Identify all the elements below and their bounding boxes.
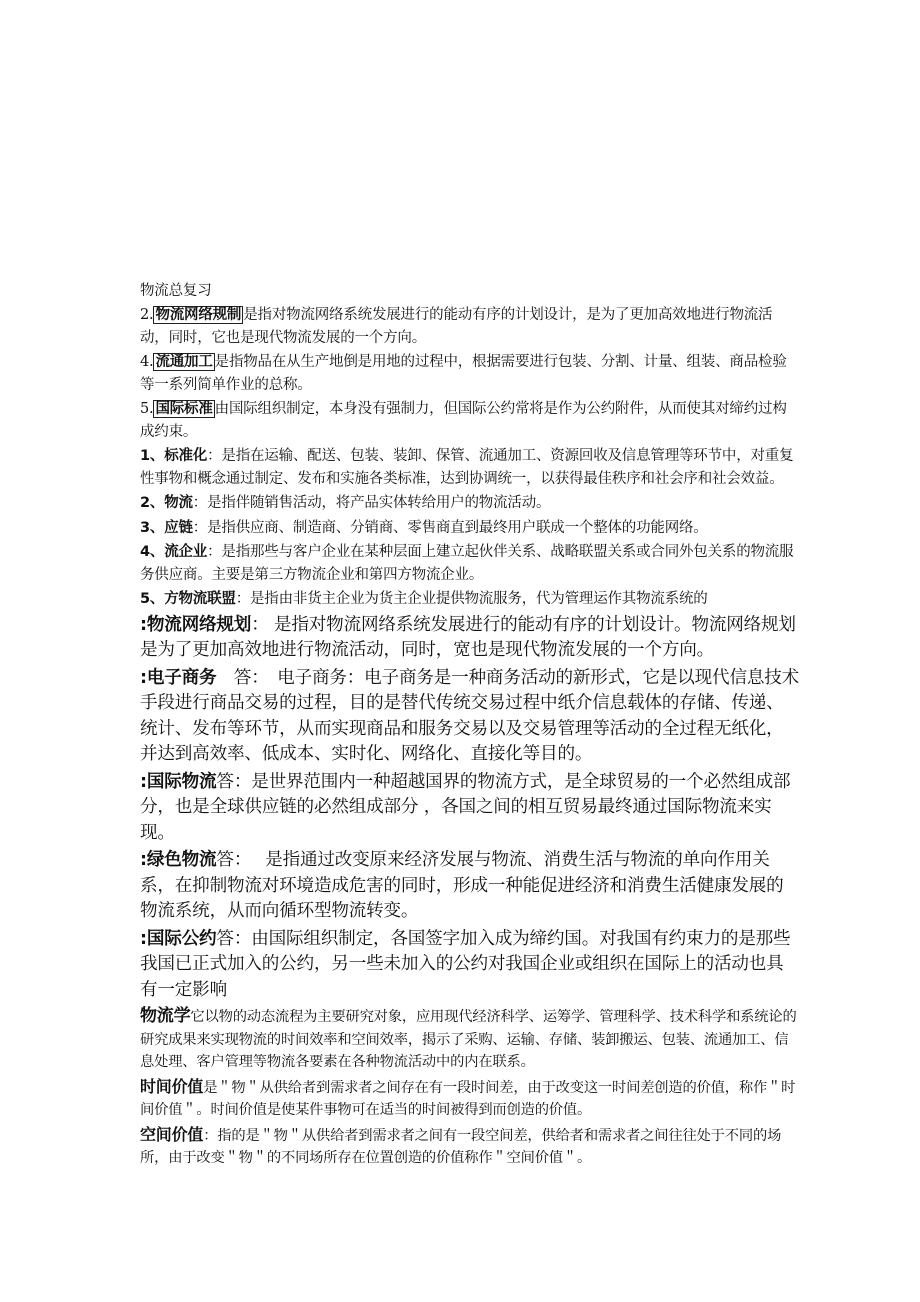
bold-term: :电子商务 <box>140 667 217 688</box>
paragraph-space-value <box>140 1124 800 1170</box>
bold-term: 物流学 <box>140 1006 191 1026</box>
paragraph-logistics-enterprise <box>140 541 800 586</box>
bold-term: :国际公约 <box>140 928 217 949</box>
paragraph-logistics-network-regulation <box>140 304 800 349</box>
item-number: 4. <box>140 354 154 370</box>
definition-text: 答： 电子商务：电子商务是一种商务活动的新形式，它是以现代信息技术手段进行商品交易的过程，目的是替代传统交易过程中纸介信息载体的存储、传递、统计、发布等环节，从而实现商品和服务交易以及交易管理等活动的全过程无纸化，并达到高效率、低成本、实时化、网络化、直接化等目的。 <box>140 667 800 764</box>
definition-text: 它以物的动态流程为主要研究对象，应用现代经济科学、运筹学、管理科学、技术科学和系统论的研究成果来实现物流的时间效率和空间效率，揭示了采购、运输、存储、装卸搬运、包装、流通加工、信息处理、客户管理等物流各要素在各种物流活动中的内在联系。 <box>140 1009 797 1070</box>
document-body <box>140 280 800 1172</box>
paragraph-time-value <box>140 1076 800 1122</box>
paragraph-international-standard <box>140 398 800 443</box>
paragraph-logistics-science <box>140 1005 800 1074</box>
boxed-term: 物流网络规制 <box>155 307 242 323</box>
paragraph-e-commerce <box>140 666 800 768</box>
definition-text: 是指对物流网络系统发展进行的能动有序的计划设计，是为了更加高效地进行物流活动，同时，它也是现代物流发展的一个方向。 <box>140 307 773 346</box>
definition-text: ：是指在运输、配送、包装、装卸、保管、流通加工、资源回收及信息管理等环节中，对重复性事物和概念通过制定、发布和实施各类标准，达到协调统一，以获得最佳秩序和社会序和社会效益。 <box>140 448 794 487</box>
boxed-term: 国际标准 <box>155 401 213 417</box>
definition-text: 答：由国际组织制定，各国签字加入成为缔约国。对我国有约束力的是那些我国已正式加入的公约，另一些未加入的公约对我国企业或组织在国际上的活动也具有一定影响 <box>140 928 791 1000</box>
paragraph-green-logistics <box>140 848 800 925</box>
bold-term: 空间价值 <box>140 1124 204 1144</box>
bold-term: 1、标准化 <box>140 448 208 464</box>
bold-term: 4、流企业 <box>140 544 208 560</box>
definition-text: 是＂物＂从供给者到需求者之间存在有一段时间差，由于改变这一时间差创造的价值，称作＂时间价值＂。时间价值是使某件事物可在适当的时间被得到而创造的价值。 <box>140 1079 796 1118</box>
definition-text: 是指物品在从生产地倒是用地的过程中，根据需要进行包装、分割、计量、组装、商品检验等一系列简单作业的总称。 <box>140 354 787 393</box>
definition-text: ：是指由非货主企业为货主企业提供物流服务，代为管理运作其物流系统的 <box>235 591 708 607</box>
definition-text: 答：是世界范围内一种超越国界的物流方式，是全球贸易的一个必然组成部分，也是全球供应链的必然组成部分 ，各国之间的相互贸易最终通过国际物流来实现。 <box>140 771 791 843</box>
paragraph-logistics-alliance <box>140 588 800 611</box>
bold-term: 5、方物流联盟 <box>140 591 236 607</box>
bold-term: :国际物流 <box>140 771 217 792</box>
definition-text: 由国际组织制定，本身没有强制力，但国际公约常将是作为公约附件，从而使其对缔约过构成约束。 <box>140 401 787 440</box>
bold-term: 2、物流 <box>140 495 193 511</box>
item-number: 2. <box>140 307 154 323</box>
paragraph-supply-chain <box>140 517 800 540</box>
definition-text: ：是指那些与客户企业在某种层面上建立起伙伴关系、战略联盟关系或合同外包关系的物流服务供应商。主要是第三方物流企业和第四方物流企业。 <box>140 544 794 583</box>
paragraph-circulation-processing <box>140 351 800 396</box>
paragraph-international-convention <box>140 927 800 1004</box>
paragraph-logistics-network-planning <box>140 613 800 664</box>
definition-text: ：是指伴随销售活动，将产品实体转给用户的物流活动。 <box>192 495 551 511</box>
definition-text: ： 是指对物流网络系统发展进行的能动有序的计划设计。物流网络规划是为了更加高效地进行物流活动，同时，宽也是现代物流发展的一个方向。 <box>140 614 796 660</box>
paragraph-logistics <box>140 492 800 515</box>
definition-text: ：是指供应商、制造商、分销商、零售商直到最终用户联成一个整体的功能网络。 <box>192 519 708 536</box>
paragraph-standardization <box>140 445 800 490</box>
bold-term: 时间价值 <box>140 1076 204 1096</box>
definition-text: 答： 是指通过改变原来经济发展与物流、消费生活与物流的单向作用关系，在抑制物流对环境造成危害的同时，形成一种能促进经济和消费生活健康发展的物流系统，从而向循环型物流转变。 <box>140 850 784 921</box>
boxed-term: 流通加工 <box>155 354 213 370</box>
bold-term: :绿色物流 <box>140 850 217 870</box>
bold-term: 3、应链 <box>140 519 193 536</box>
document-title: 物流总复习 <box>140 283 212 299</box>
definition-text: ：指的是＂物＂从供给者到需求者之间有一段空间差，供给者和需求者之间往往处于不同的场所，由于改变＂物＂的不同场所存在位置创造的价值称作＂空间价值＂。 <box>140 1127 782 1166</box>
paragraph-international-logistics <box>140 770 800 847</box>
bold-term: :物流网络规划 <box>140 614 252 635</box>
item-number: 5. <box>140 401 154 417</box>
